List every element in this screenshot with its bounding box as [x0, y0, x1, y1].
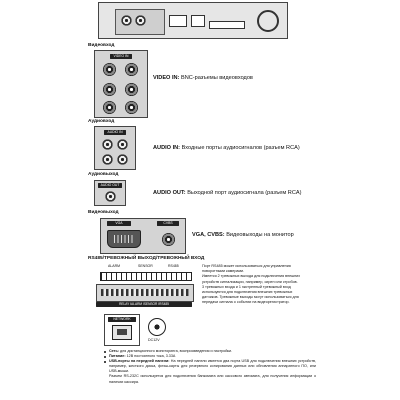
rs485-line: Имеется 2 тревожных выхода для подключения внешних: [202, 274, 301, 279]
bullet-rs232-rest: Разъем RS-232C используется для подключения банкомата или кассового автомата, для получения информации о наличии кассира.: [109, 374, 316, 384]
rs485-heading: RS485/ТРЕВОЖНЫЙ ВЫХОД/ТРЕВОЖНЫЙ ВХОД: [88, 256, 205, 261]
terminal-board: [96, 284, 194, 302]
rca-connector-2: [117, 139, 128, 150]
terminal-screws: [101, 289, 189, 296]
terminal-label-rs485: RS485: [168, 264, 179, 268]
video-out-desc-bold: VGA, CVBS:: [192, 232, 225, 238]
power-tag: DC12V: [148, 338, 160, 342]
panel-jack: [135, 15, 146, 26]
terminal-label-sensor: SENSOR: [138, 264, 153, 268]
audio-out-desc-text: Выходной порт аудиосигнала (разъем RCA): [185, 190, 302, 196]
audio-in-tag: AUDIO IN: [104, 130, 126, 135]
bullet-usb-bold: USB-порты на передней панели:: [109, 359, 170, 364]
rs485-description: [202, 264, 314, 306]
bullet-dot: [104, 351, 106, 353]
bullet-power-rest: 12В постоянного тока, 3.33А: [125, 354, 176, 359]
bullet-network-rest: для дистанционного мониторинга, воспроизведения и настройки.: [118, 349, 233, 353]
rear-panel: [98, 2, 288, 39]
audio-in-panel: [94, 126, 136, 170]
audio-in-desc-text: Входные порты аудиосигналов (разъем RCA): [180, 145, 300, 151]
bnc-connector-3: [103, 83, 116, 96]
bullet-rs232: [104, 374, 316, 384]
rs485-line: передачи сигнала о событии на видеорегистратор.: [202, 300, 290, 305]
fan-icon: [257, 10, 279, 32]
video-out-desc-text: Видеовыходы на монитор: [224, 232, 294, 238]
rca-connector-3: [102, 154, 113, 165]
network-panel: [104, 314, 140, 346]
audio-in-desc-bold: AUDIO IN:: [153, 145, 181, 151]
video-out-heading: Видеовыход: [88, 210, 119, 215]
audio-out-description: [153, 190, 301, 196]
audio-in-description: [153, 145, 300, 151]
network-tag: NETWORK: [108, 317, 136, 322]
vga-pins: [114, 235, 134, 243]
rs485-line: устройств сигнализации, например, сирен или стробов.: [202, 279, 298, 284]
video-out-description: [192, 232, 294, 238]
rs485-line: используются для подключения внешних тревожных: [202, 290, 293, 295]
audio-out-tag: AUDIO OUT: [98, 183, 122, 188]
video-in-desc-bold: VIDEO IN:: [153, 75, 180, 81]
rca-connector-1: [102, 139, 113, 150]
bnc-connector-6: [125, 101, 138, 114]
panel-port: [191, 15, 205, 27]
bullet-dot: [104, 361, 106, 363]
bullet-network-bold: Сеть:: [109, 349, 119, 353]
audio-out-panel: [94, 180, 126, 206]
rs485-line: 3 тревожных входа и 1 экстренный тревожный вход: [202, 284, 291, 289]
bullet-dot: [104, 356, 106, 358]
cvbs-tag: CVBS: [157, 221, 179, 226]
cvbs-connector: [162, 233, 175, 246]
panel-jack: [121, 15, 132, 26]
video-in-panel: [94, 50, 148, 118]
bnc-connector-1: [103, 63, 116, 76]
rs485-line: поворотными камерами.: [202, 269, 245, 274]
vga-tag: VGA: [107, 221, 131, 226]
audio-out-heading: Аудиовыход: [88, 172, 119, 177]
ethernet-port-slot: [117, 329, 127, 335]
bottom-bullets: [104, 349, 316, 385]
power-connector-icon: [148, 318, 166, 336]
vga-connector: [107, 230, 141, 248]
terminal-label-alarm: ALARM: [108, 264, 121, 268]
video-in-description: [153, 75, 253, 81]
video-in-tag: VIDEO IN: [110, 54, 132, 59]
rs485-terminal-block: [90, 264, 196, 312]
terminal-row: [100, 272, 192, 281]
bullet-usb-text: [109, 359, 316, 374]
audio-in-heading: Аудиовход: [88, 119, 115, 124]
bnc-connector-2: [125, 63, 138, 76]
bullet-usb: [104, 359, 316, 374]
rs485-line: датчиков. Тревожные выходы могут использоваться для: [202, 295, 299, 300]
video-out-panel: [100, 218, 186, 254]
bnc-connector-4: [125, 83, 138, 96]
rca-connector-4: [117, 154, 128, 165]
video-in-desc-text: BNC-разъемы видеовходов: [179, 75, 253, 81]
ethernet-port-icon: [112, 325, 132, 340]
audio-out-desc-bold: AUDIO OUT:: [153, 190, 186, 196]
panel-port: [169, 15, 187, 27]
video-in-heading: Видеовход: [88, 43, 115, 48]
terminal-strip-label: RELAY ⅠALARM ⅠSENSOR ⅠRS485: [96, 302, 192, 307]
bullet-power-bold: Питание:: [109, 354, 126, 359]
rca-output-connector: [105, 191, 116, 202]
bnc-connector-5: [103, 101, 116, 114]
bullet-usb-rest: На передней панели имеется два порта USB для подключения внешних устройств, например, жесткого диска, флэш-карты для резервного копирования данных или обновления аппаратного ПО, или USB-мыши.: [109, 359, 316, 374]
panel-terminal-strip: [209, 21, 245, 29]
rs485-line: Порт RS485 может использоваться для управления: [202, 264, 291, 268]
